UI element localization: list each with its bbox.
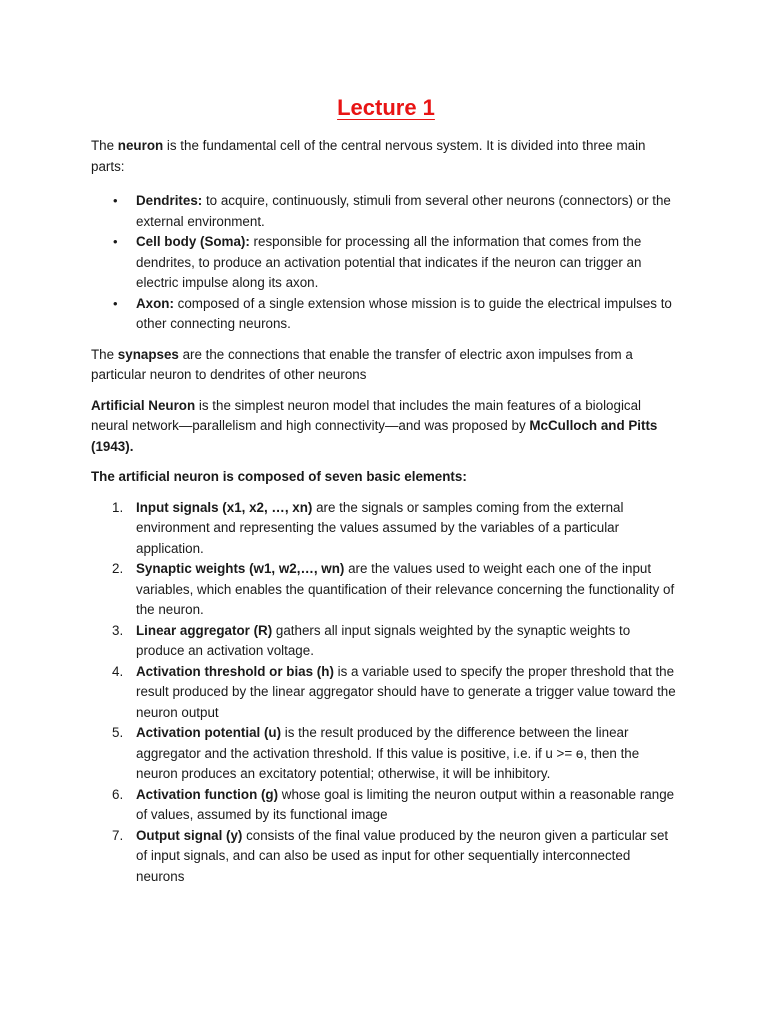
page-title-text: Lecture 1: [337, 95, 435, 120]
list-number: 5.: [112, 725, 124, 740]
synapses-paragraph: [91, 345, 681, 386]
bullet-glyph: •: [113, 234, 118, 249]
list-number: 6.: [112, 786, 124, 802]
neuron-parts-list: [91, 191, 681, 335]
list-item-text: gathers all input signals weighted by the synaptic weights to produce an activation voltage.: [136, 622, 631, 658]
list-item: [91, 559, 681, 621]
list-item: [91, 498, 681, 560]
artificial-neuron-term: Artificial Neuron: [91, 397, 196, 413]
list-item-text: whose goal is limiting the neuron output within a reasonable range of values, assumed by its functional image: [136, 786, 675, 822]
list-item-term: Activation potential (u): [136, 725, 282, 740]
list-item-text: are the signals or samples coming from the external environment and representing the values assumed by the variables of a particular application.: [136, 499, 624, 556]
list-item-text: are the values used to weight each one of the input variables, which enables the quantification of their relevance concerning the functionality of the neuron.: [136, 561, 675, 617]
list-item-term: Axon:: [136, 295, 174, 311]
synapses-text-end: are the connections that enable the transfer of electric axon impulses from a particular neuron to dendrites of other neurons: [91, 346, 633, 382]
elements-heading: The artificial neuron is composed of seven basic elements:: [91, 469, 467, 484]
bullet-glyph: •: [113, 193, 118, 208]
list-item-term: Synaptic weights (w1, w2,…, wn): [136, 561, 345, 576]
list-item-text: to acquire, continuously, stimuli from several other neurons (connectors) or the external environment.: [136, 193, 671, 229]
list-number: 3.: [112, 622, 124, 638]
list-item-term: Output signal (y): [136, 827, 243, 843]
list-number: 1.: [112, 499, 124, 515]
intro-text-end: is the fundamental cell of the central nervous system. It is divided into three main parts:: [91, 138, 646, 174]
list-item: [91, 294, 681, 335]
intro-term: neuron: [117, 138, 164, 153]
list-item: [91, 191, 681, 232]
artificial-neuron-paragraph: [91, 396, 681, 458]
elements-list: [91, 498, 681, 888]
list-number: 4.: [112, 663, 124, 679]
page-title: [91, 92, 681, 124]
synapses-term: synapses: [117, 346, 179, 362]
list-item: [91, 232, 681, 294]
list-item-text: responsible for processing all the information that comes from the dendrites, to produce an activation potential that indicates if the neuron can trigger an electric impulse along its axon.: [136, 234, 642, 290]
list-item-term: Activation threshold or bias (h): [136, 663, 334, 679]
list-item-text: composed of a single extension whose mission is to guide the electrical impulses to other connecting neurons.: [136, 295, 672, 331]
authors-citation: McCulloch and Pitts (1943).: [91, 418, 658, 454]
bullet-glyph: •: [113, 295, 118, 311]
list-item-text: is a variable used to specify the proper threshold that the result produced by the linear aggregator should have to generate a trigger value toward the neuron output: [136, 663, 676, 720]
list-item-term: Input signals (x1, x2, …, xn): [136, 499, 313, 515]
list-item-text: is the result produced by the difference between the linear aggregator and the activation threshold. If this value is positive, i.e. if u >= ɵ, then the neuron produces an excitatory potential; otherwise, it will be inhibitory.: [136, 725, 640, 781]
intro-paragraph: [91, 136, 681, 177]
list-item: [91, 621, 681, 662]
list-item-term: Linear aggregator (R): [136, 622, 273, 638]
list-item-term: Dendrites:: [136, 193, 203, 208]
list-item-term: Cell body (Soma):: [136, 234, 250, 249]
intro-text-start: The: [91, 138, 118, 153]
document-page: [91, 92, 681, 887]
list-item-text: consists of the final value produced by the neuron given a particular set of input signals, and can also be used as input for other sequentially interconnected neurons: [136, 827, 669, 884]
list-item-term: Activation function (g): [136, 786, 279, 802]
list-item: [91, 662, 681, 724]
list-number: 7.: [112, 827, 124, 843]
list-item: [91, 723, 681, 785]
synapses-text-start: The: [91, 346, 118, 362]
list-item: [91, 826, 681, 888]
list-number: 2.: [112, 561, 124, 576]
list-item: [91, 785, 681, 826]
artificial-neuron-text: is the simplest neuron model that includes the main features of a biological neural network—parallelism and high connectivity—and was proposed by: [91, 397, 642, 433]
